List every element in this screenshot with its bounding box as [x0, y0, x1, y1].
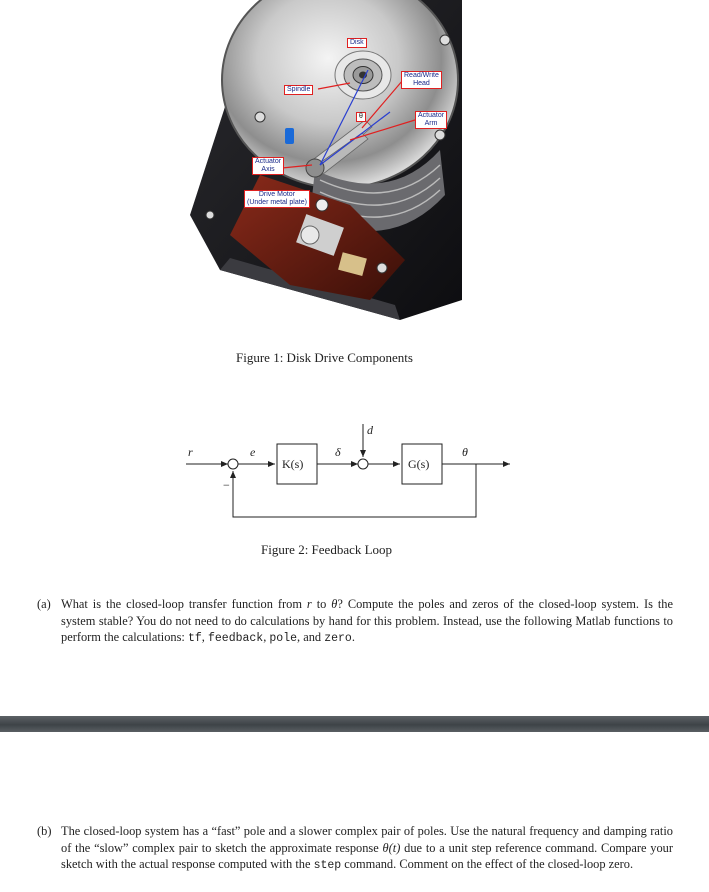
callout-drive-motor-line1: Drive Motor: [258, 191, 296, 198]
question-b-text: [61, 823, 673, 875]
callout-actuator-arm-line1: Actuator: [418, 112, 445, 119]
label-e: e: [250, 445, 256, 459]
callout-theta: [356, 112, 366, 122]
question-a-text-3: ? Compute the poles and zeros of the closed-loop system. Is the system stable? You do not need to do calculations by hand for this problem. Instead, use the following Matlab functions to perform the calculations:: [61, 597, 673, 644]
label-minus: −: [223, 478, 230, 492]
callout-drive-motor: [244, 190, 310, 208]
block-diagram-svg: [170, 412, 530, 524]
matlab-fn-zero: zero: [324, 632, 352, 645]
summing-junction-1: [228, 459, 238, 469]
summing-junction-2: [358, 459, 368, 469]
callout-spindle-label: Spindle: [287, 86, 311, 93]
matlab-fn-step: step: [313, 859, 342, 872]
question-b-label: (b): [37, 824, 52, 838]
matlab-fn-feedback: feedback: [207, 632, 264, 645]
question-a-sep-1: ,: [201, 630, 208, 644]
callout-theta-label: θ: [359, 113, 363, 120]
question-a: [37, 596, 673, 648]
question-a-text-1: What is the closed-loop transfer function from: [61, 597, 307, 611]
feedback-loop-diagram: [170, 412, 530, 524]
matlab-fn-pole: pole: [269, 632, 298, 645]
callout-actuator-arm: [415, 111, 447, 129]
callout-drive-motor-line2: (Under metal plate): [247, 199, 307, 206]
disk-drive-photo: [190, 0, 462, 320]
question-b-text-1: The closed-loop system has a “fast” pole and a slower complex pair of poles. Use the natural frequency and damping ratio of the “slow” complex pair to sketch the approximate response: [61, 824, 673, 855]
label-theta: θ: [462, 445, 468, 459]
question-a-text: [61, 596, 673, 648]
question-a-label: (a): [37, 597, 51, 611]
callout-spindle: [284, 85, 313, 95]
question-b-text-3: command. Comment on the effect of the closed-loop zero.: [341, 857, 634, 871]
question-a-theta: θ: [331, 597, 338, 611]
controller-label: K(s): [282, 457, 304, 471]
callout-read-write-head: [401, 71, 442, 89]
disk-drive-illustration: [190, 0, 462, 320]
figure2-caption: Figure 2: Feedback Loop: [261, 542, 393, 557]
page-divider: [0, 716, 709, 732]
label-d: d: [367, 423, 373, 437]
plant-label: G(s): [408, 457, 430, 471]
callout-read-write-head-line2: Head: [413, 80, 430, 87]
callout-disk-label: Disk: [350, 39, 364, 46]
callout-actuator-axis: [252, 157, 284, 175]
question-a-end: .: [351, 630, 355, 644]
label-delta: δ: [335, 445, 341, 459]
callout-actuator-axis-line1: Actuator: [255, 158, 282, 165]
question-b-text-2: due to a unit step reference command. Compare your sketch with the actual response computed with the: [61, 840, 673, 871]
question-a-r: r: [306, 597, 312, 611]
callout-read-write-head-line1: Read/Write: [404, 72, 439, 79]
callout-actuator-axis-line2: Axis: [261, 166, 275, 173]
question-b: [37, 823, 673, 875]
label-r: r: [188, 445, 193, 459]
question-b-theta-t: θ(t): [382, 840, 401, 855]
question-a-sep-2: ,: [263, 630, 270, 644]
callout-actuator-arm-line2: Arm: [424, 120, 438, 127]
callout-disk: [347, 38, 367, 48]
question-a-sep-3: , and: [297, 630, 325, 644]
figure1-caption: Figure 1: Disk Drive Components: [236, 350, 413, 365]
question-a-text-2: to: [311, 597, 332, 611]
matlab-fn-tf: tf: [187, 632, 202, 645]
